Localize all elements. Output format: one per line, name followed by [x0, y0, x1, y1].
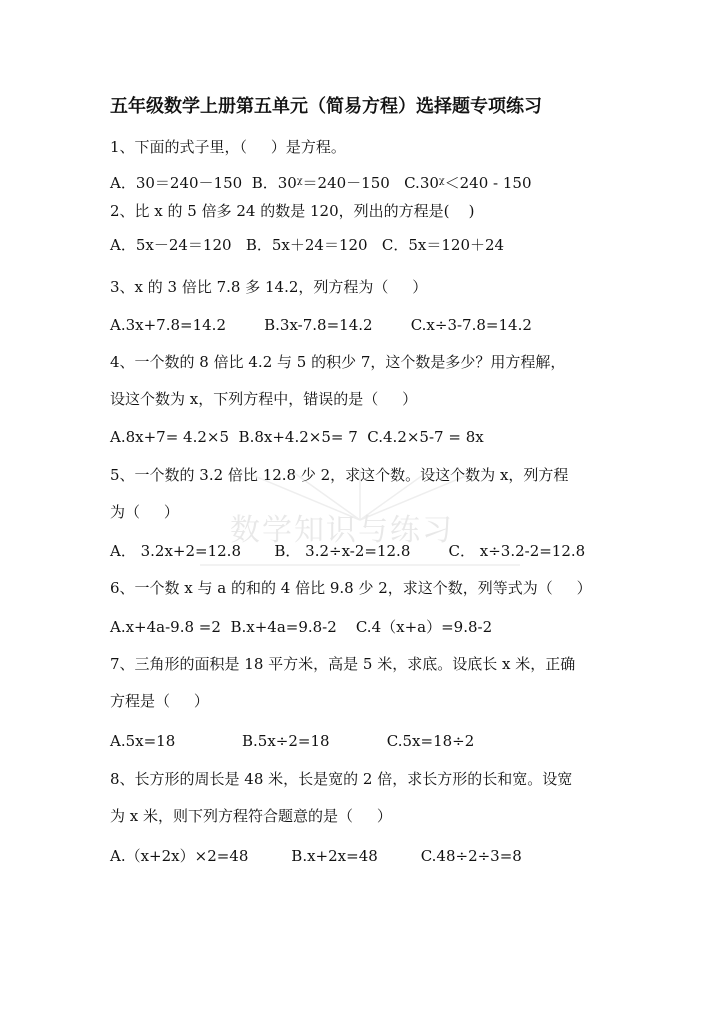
text-line: 2、比 x 的 5 倍多 24 的数是 120，列出的方程是( ): [110, 202, 475, 220]
watermark: [180, 470, 540, 580]
text-line: A.5x=18 B.5x÷2=18 C.5x=18÷2: [110, 732, 475, 750]
text-line: A.（x+2x）×2=48 B.x+2x=48 C.48÷2÷3=8: [110, 847, 522, 865]
text-line: 为 x 米，则下列方程符合题意的是（ ）: [110, 807, 392, 825]
text-line: 6、一个数 x 与 a 的和的 4 倍比 9.8 少 2，求这个数，列等式为（ ）: [110, 579, 592, 597]
text-line: 7、三角形的面积是 18 平方米，高是 5 米，求底。设底长 x 米，正确: [110, 655, 576, 673]
page-title: 五年级数学上册第五单元（简易方程）选择题专项练习: [110, 96, 542, 117]
text-line: A.x+4a-9.8 =2 B.x+4a=9.8-2 C.4（x+a）=9.8-2: [110, 618, 493, 636]
text-line: 方程是（ ）: [110, 692, 209, 710]
text-line: 1、下面的式子里，（ ）是方程。: [110, 138, 346, 156]
text-line: 4、一个数的 8 倍比 4.2 与 5 的积少 7，这个数是多少？用方程解，: [110, 353, 566, 371]
text-line: A．5x－24＝120 B．5x＋24＝120 C．5x＝120＋24: [110, 236, 505, 254]
text-line: 设这个数为 x，下列方程中，错误的是（ ）: [110, 390, 418, 408]
text-line: A.3x+7.8=14.2 B.3x-7.8=14.2 C.x÷3-7.8=14.2: [110, 316, 532, 334]
text-line: 5、一个数的 3.2 倍比 12.8 少 2，求这个数。设这个数为 x，列方程: [110, 466, 569, 484]
text-line: 为（ ）: [110, 503, 179, 521]
text-line: 3、x 的 3 倍比 7.8 多 14.2，列方程为（ ）: [110, 278, 428, 296]
text-line: A．30＝240－150 B．30ᵡ＝240－150 C.30ᵡ＜240 - 150: [110, 174, 532, 192]
text-line: A.8x+7= 4.2×5 B.8x+4.2×5= 7 C.4.2×5-7 = 8x: [110, 428, 484, 446]
text-line: 8、长方形的周长是 48 米，长是宽的 2 倍，求长方形的长和宽。设宽: [110, 770, 573, 788]
watermark-text: 数学知识与练习: [230, 513, 454, 548]
text-line: A． 3.2x+2=12.8 B． 3.2÷x-2=12.8 C． x÷3.2-2=12.8: [110, 542, 586, 560]
